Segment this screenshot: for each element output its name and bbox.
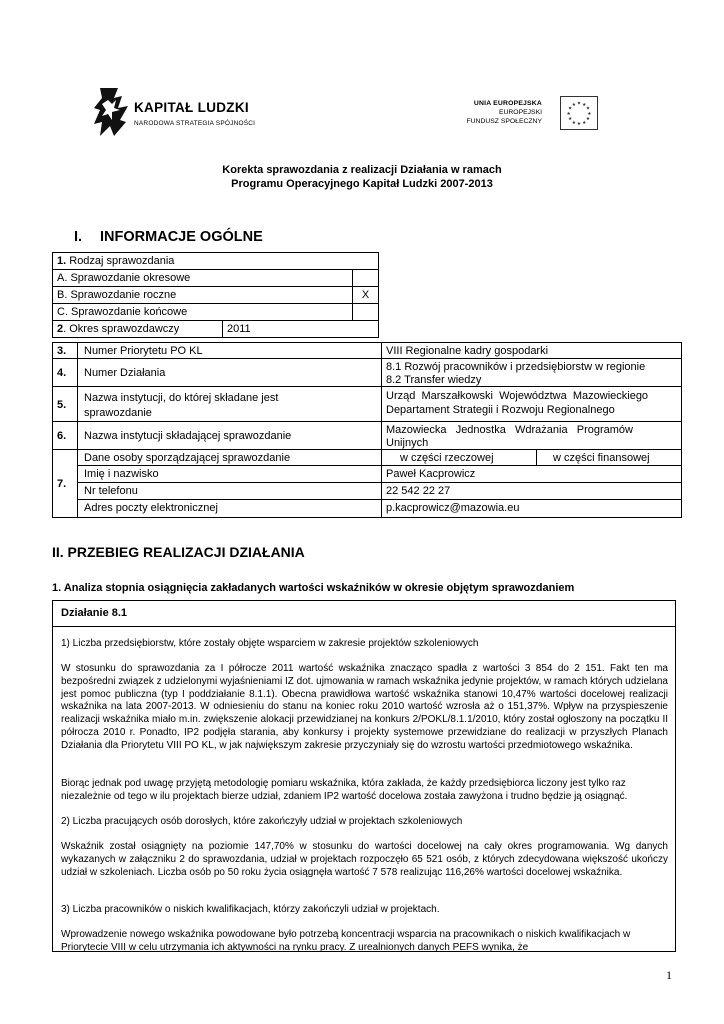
eu-flag-icon [560, 96, 598, 130]
row-4-value [381, 358, 682, 387]
row-7a-label: Dane osoby sporządzającej sprawozdanie [77, 449, 382, 466]
svg-text:★: ★ [585, 106, 591, 112]
eu-line1: UNIA EUROPEJSKA [473, 100, 542, 107]
row-7c-label: Nr telefonu [77, 482, 382, 500]
page-number: 1 [666, 968, 672, 982]
row-6-label: Nazwa instytucji składającej sprawozdanie [77, 421, 382, 450]
row-7d-label: Adres poczty elektronicznej [77, 499, 382, 518]
option-b-mark: X [353, 287, 379, 304]
row-5-label-line1: Nazwa instytucji, do której składane jest [84, 392, 279, 404]
indicator-1-title: 1) Liczba przedsiębiorstw, które zostały objęte wsparciem w zakresie projektów szkoleniowych [61, 638, 479, 649]
option-b: B. Sprawozdanie roczne [53, 287, 353, 304]
measure-8-1-title: Działanie 8.1 [61, 607, 128, 619]
row-5-value-line1: Urząd Marszałkowski Województwa Mazowieckiego [386, 390, 649, 402]
row-3-label: Numer Priorytetu PO KL [77, 342, 382, 359]
document-title-line2: Programu Operacyjnego Kapitał Ludzki 2007-2013 [231, 178, 493, 190]
row-3-value: VIII Regionalne kadry gospodarki [381, 342, 682, 359]
svg-text:★: ★ [566, 111, 571, 117]
period-value: 2011 [223, 321, 379, 338]
row-4-value-line1: 8.1 Rozwój pracowników i przedsiębiorstw w regionie [386, 361, 646, 373]
svg-text:★: ★ [567, 117, 573, 123]
indicator-2-paragraph: Wskaźnik został osiągnięty na poziomie 147,70% w stosunku do wartości docelowej na cały okres programowania. Wg danych wykazanych w załączniku 2 do sprawozdania, udział w projektach rozpoczęło 65 521 osób, z których zdecydowana większość ukończy udział w szkoleniach. Liczba osób po 50 roku życia osiągnęła wartość 7 578 realizując 116,26% wartości docelowej wskaźnika. [61, 841, 668, 878]
option-a-mark [353, 270, 379, 287]
row-7a-option2: w części finansowej [536, 449, 682, 466]
svg-text:★: ★ [576, 122, 582, 128]
document-title [0, 163, 724, 191]
svg-text:★: ★ [582, 102, 587, 108]
eu-line3: FUNDUSZ SPOŁECZNY [466, 118, 542, 125]
row-7b-label: Imię i nazwisko [77, 465, 382, 483]
row-7c-value: 22 542 22 27 [381, 482, 682, 500]
row-7-number: 7. [52, 449, 78, 518]
row-5-number: 5. [52, 386, 78, 422]
period-label: 2. Okres sprawozdawczy [53, 321, 223, 338]
svg-text:★: ★ [571, 120, 576, 126]
svg-text:★: ★ [585, 117, 591, 123]
kl-title: KAPITAŁ LUDZKI [134, 100, 249, 115]
option-a: A. Sprawozdanie okresowe [53, 270, 353, 287]
row-5-label-line2: sprawozdanie [84, 407, 152, 419]
report-type-table [52, 252, 379, 338]
svg-text:★: ★ [567, 106, 573, 112]
row-3-number: 3. [52, 342, 78, 359]
row-4-number: 4. [52, 358, 78, 387]
row-5-value-line2: Departament Strategii i Rozwoju Regionalnego [386, 403, 615, 416]
row-4-label: Numer Działania [77, 358, 382, 387]
option-c: C. Sprawozdanie końcowe [53, 304, 353, 321]
indicator-2-title: 2) Liczba pracujących osób dorosłych, które zakończyły udział w projektach szkoleniowych [61, 816, 463, 827]
section-1-number: I. [74, 229, 83, 245]
row-6-value-line2: Unijnych [386, 436, 429, 449]
indicator-3-title: 3) Liczba pracowników o niskich kwalifikacjach, którzy zakończyli udział w projektach. [61, 904, 440, 915]
subsection-1-heading: 1. Analiza stopnia osiągnięcia zakładanych wartości wskaźników w okresie objętym sprawozdaniem [52, 582, 575, 594]
row-7a-option1: w części rzeczowej [381, 449, 537, 466]
indicator-3-paragraph: Wprowadzenie nowego wskaźnika powodowane było potrzebą koncentracji wsparcia na pracownikach o niskich kwalifikacjach w Priorytecie VIII w celu utrzymania ich aktywności na rynku pracy. Z urealnionych danych PEFS wynika, że [61, 929, 631, 953]
indicator-1-note: Biorąc jednak pod uwagę przyjętą metodologię pomiaru wskaźnika, która zakłada, że każdy przedsiębiorca liczony jest tylko raz niezależnie od tego w ilu projektach bierze udział, zdaniem IP2 wartość docelowa została zawyżona i trudno będzie ją osiągnąć. [61, 778, 628, 802]
eu-logo-text [466, 99, 542, 126]
section-1-label: INFORMACJE OGÓLNE [100, 229, 263, 245]
svg-text:★: ★ [576, 101, 582, 107]
eu-line2: EUROPEJSKI [498, 109, 542, 116]
eu-logo [462, 96, 602, 134]
option-c-mark [353, 304, 379, 321]
row-7b-value: Paweł Kacprowicz [381, 465, 682, 483]
row-7d-value: p.kacprowicz@mazowia.eu [381, 499, 682, 518]
section-2-heading: II. PRZEBIEG REALIZACJI DZIAŁANIA [52, 544, 305, 560]
row-4-value-line2: 8.2 Transfer wiedzy [386, 373, 482, 386]
row-6-value [381, 421, 682, 450]
kl-subtitle: NARODOWA STRATEGIA SPÓJNOŚCI [134, 120, 256, 127]
report-type-header: 1. Rodzaj sprawozdania [53, 253, 379, 270]
measure-8-1-header [53, 601, 675, 627]
measure-8-1-box [52, 600, 676, 952]
document-title-line1: Korekta sprawozdania z realizacji Działania w ramach [222, 164, 502, 176]
row-6-value-line1: Mazowiecka Jednostka Wdrażania Programów [386, 424, 633, 436]
institution-table [52, 342, 682, 518]
svg-text:★: ★ [571, 102, 576, 108]
kapital-ludzki-emblem-icon [92, 86, 130, 138]
svg-text:★: ★ [582, 120, 587, 126]
svg-text:★: ★ [587, 111, 592, 117]
row-6-number: 6. [52, 421, 78, 450]
row-5-label [77, 386, 382, 422]
kapital-ludzki-logo [92, 86, 272, 142]
row-5-value [381, 386, 682, 422]
indicator-1-paragraph: W stosunku do sprawozdania za I półrocze 2011 wartość wskaźnika znacząco spadła z wartości 3 854 do 2 151. Fakt ten ma bezpośredni związek z udzielonymi wyjaśnieniami IZ dot. ujmowania w ramach wskaźnika jedynie projektów, w ramach których udzielana jest pomoc publiczna (typ I poddziałanie 8.1.1). Obecna prawidłowa wartość wskaźnika stanowi 10,47% wartości docelowej realizacji wskaźnika na lata 2007-2013. W odniesieniu do stanu na koniec roku 2010 wartość wzrosła aż o 151,37%. Wpływ na przyspieszenie realizacji wskaźnika miało m.in. zwiększenie alokacji przewidzianej na konkurs 2/POKL/8.1.1/2010, który został ogłoszony na początku II półrocza 2010 r. Ponadto, IP2 podjęła starania, aby konkursy i projekty systemowe przewidziane do realizacji w przyszłych Planach Działania dla Priorytetu VIII PO KL, w jak największym zakresie przyczyniały się do wzrostu wartości przedmiotowego wskaźnika. [61, 663, 668, 751]
section-1-heading [74, 229, 263, 245]
